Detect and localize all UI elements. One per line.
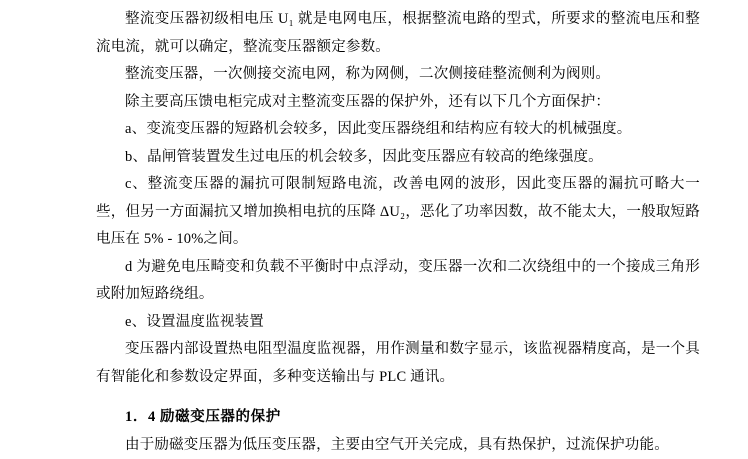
paragraph: 变压器内部设置热电阻型温度监视器，用作测量和数字显示，该监视器精度高，是一个具有智能化和参数设定界面，多种变送输出与 PLC 通讯。 xyxy=(96,336,700,391)
section-heading: 1．4 励磁变压器的保护 xyxy=(96,404,700,432)
paragraph: d 为避免电压畸变和负载不平衡时中点浮动，变压器一次和二次绕组中的一个接成三角形或附加短路绕组。 xyxy=(96,254,700,309)
paragraph: 由于励磁变压器为低压变压器，主要由空气开关完成，具有热保护，过流保护功能。 xyxy=(96,432,700,459)
paragraph: e、设置温度监视装置 xyxy=(96,309,700,337)
paragraph: c、整流变压器的漏抗可限制短路电流，改善电网的波形，因此变压器的漏抗可略大一些，但另一方面漏抗又增加换相电抗的压降 ΔU₂，恶化了功率因数，故不能太大，一般取短路电压在 5% - 10%之间。 xyxy=(96,171,700,254)
paragraph: a、变流变压器的短路机会较多，因此变压器绕组和结构应有较大的机械强度。 xyxy=(96,116,700,144)
paragraph: 除主要高压馈电柜完成对主整流变压器的保护外，还有以下几个方面保护： xyxy=(96,89,700,117)
paragraph: 整流变压器，一次侧接交流电网，称为网侧，二次侧接硅整流侧利为阀则。 xyxy=(96,61,700,89)
paragraph: b、晶闸管装置发生过电压的机会较多，因此变压器应有较高的绝缘强度。 xyxy=(96,144,700,172)
section-spacer xyxy=(96,391,700,404)
paragraph: 整流变压器初级相电压 U₁ 就是电网电压，根据整流电路的型式，所要求的整流电压和整流电流，就可以确定，整流变压器额定参数。 xyxy=(96,6,700,61)
